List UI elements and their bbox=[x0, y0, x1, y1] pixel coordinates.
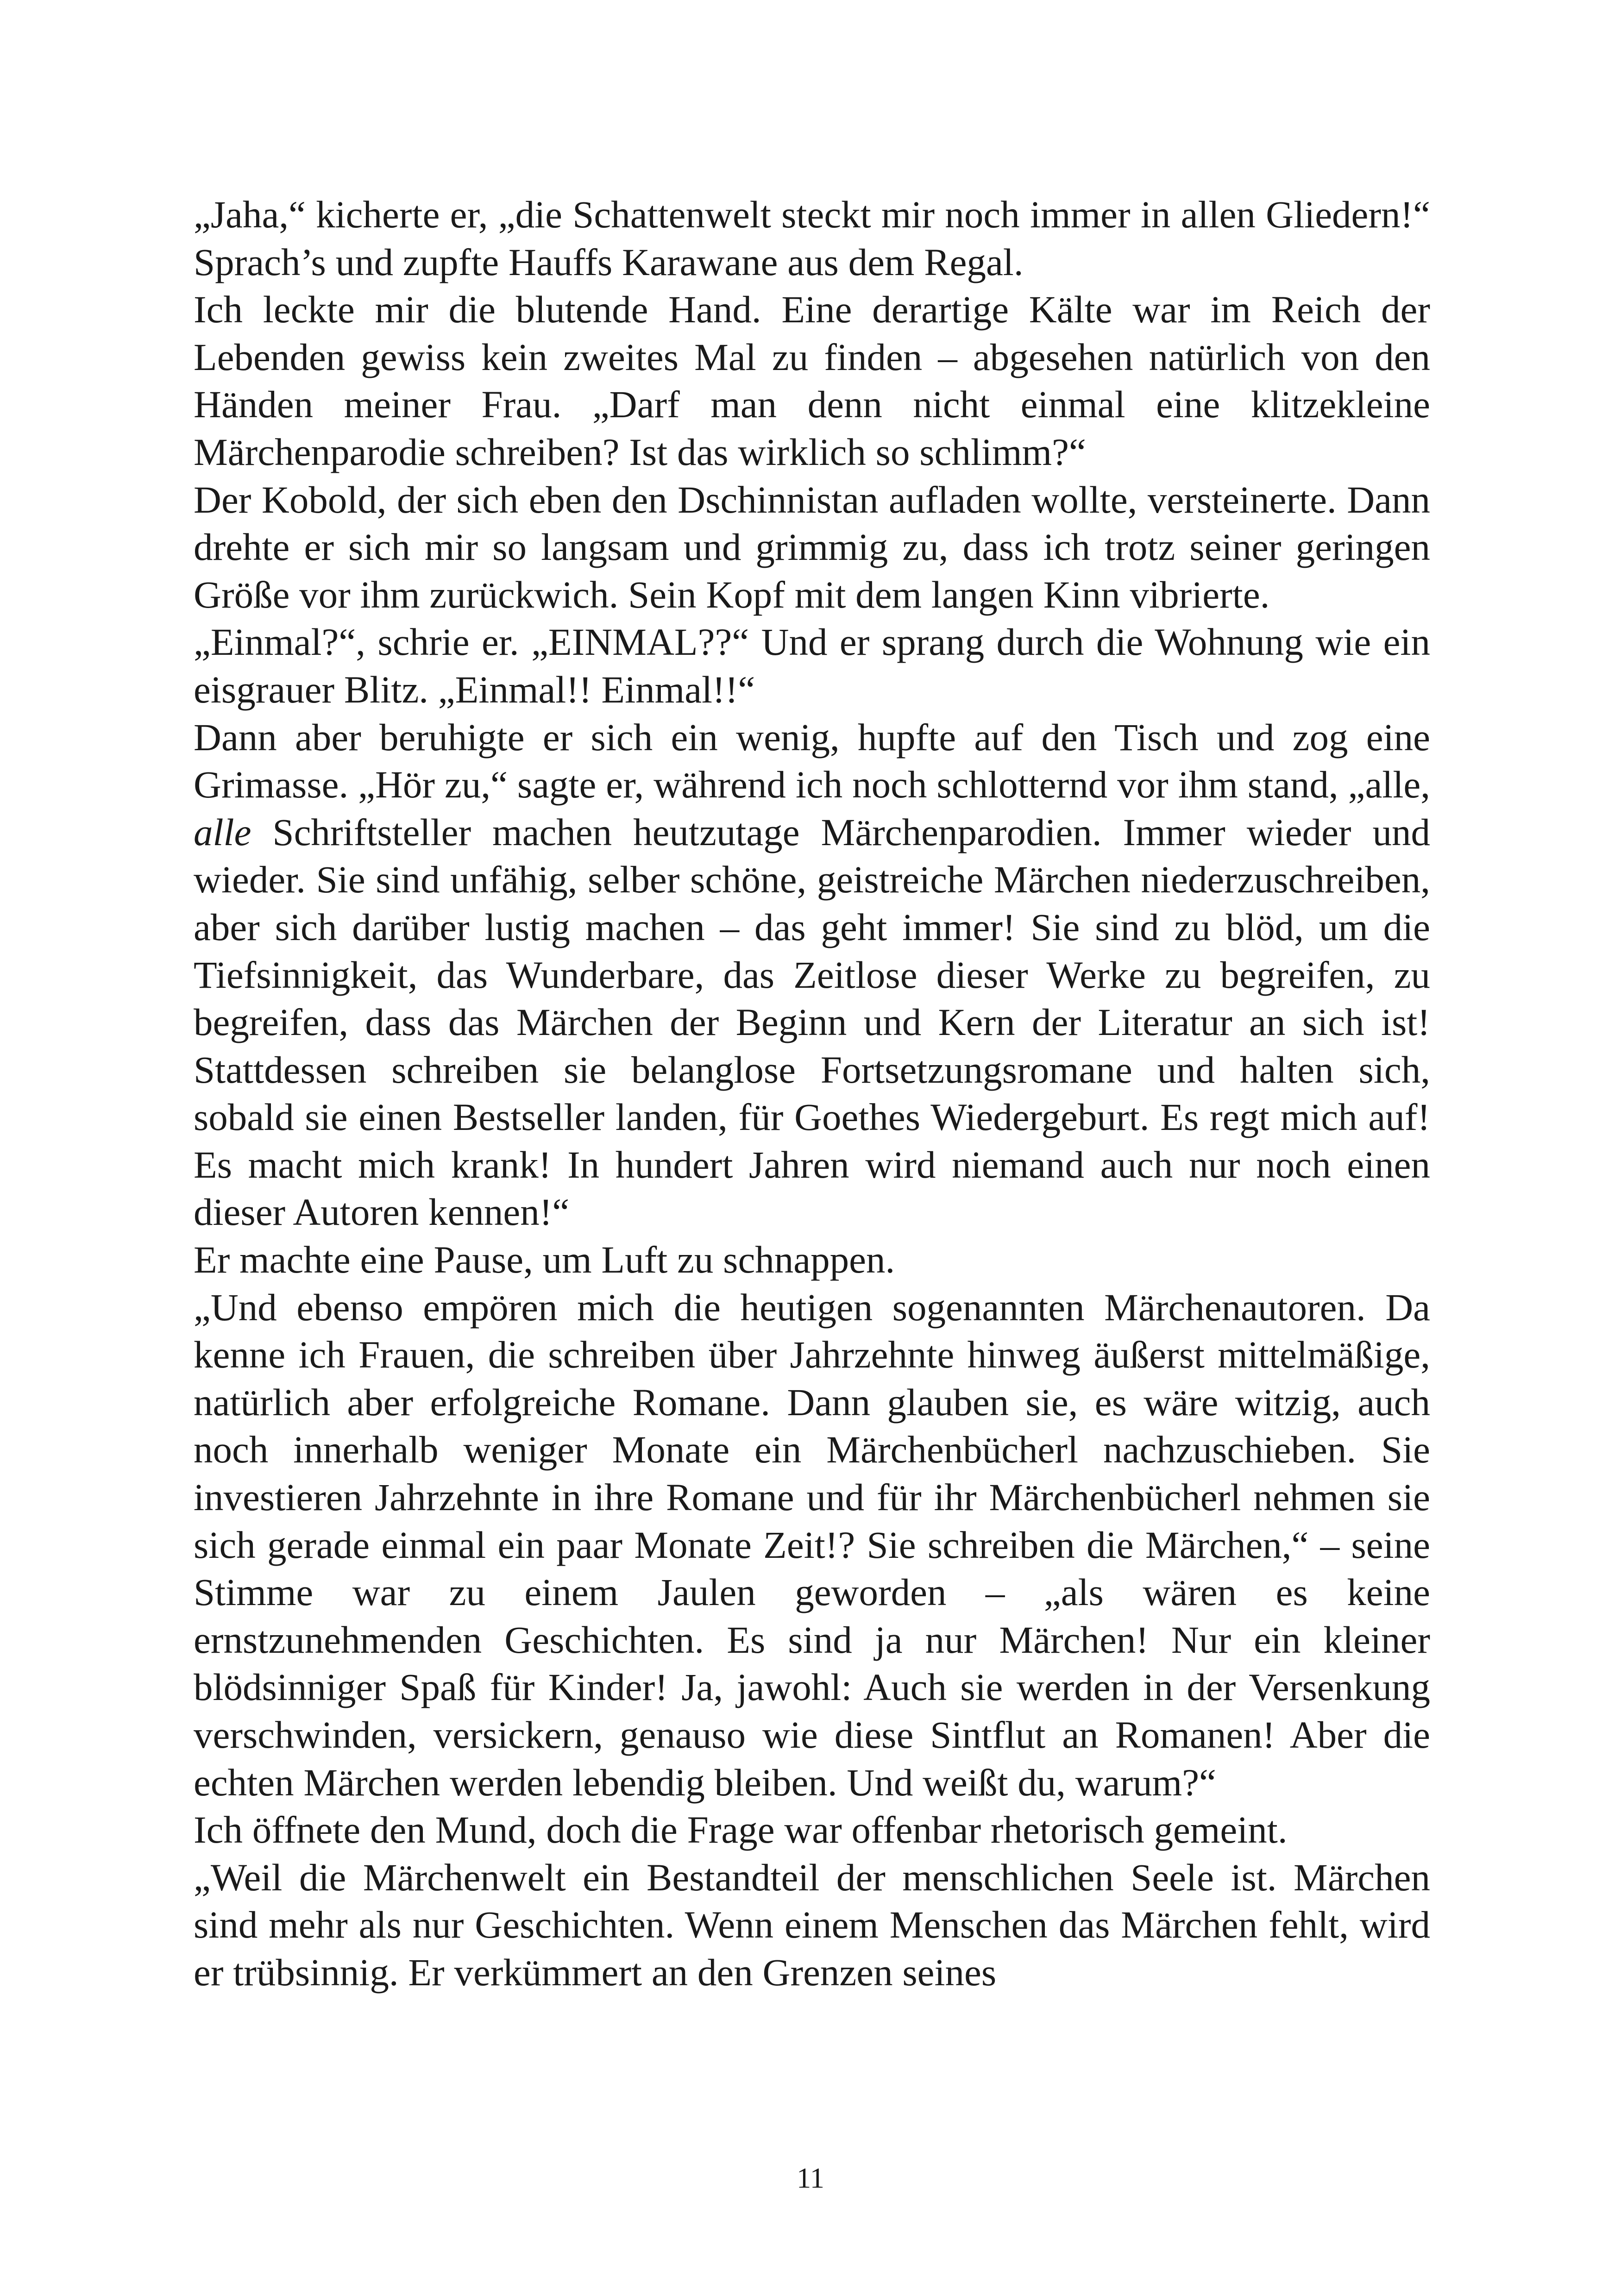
paragraph-text: Schriftsteller machen heutzutage Märchenparodien. Immer wieder und wieder. Sie sind unfähig, selber schöne, geistreiche Märchen niederzuschreiben, aber sich darüber lustig machen – das geht immer! Sie sind zu blöd, um die Tiefsinnigkeit, das Wunderbare, das Zeitlose dieser Werke zu begreifen, zu begreifen, dass das Märchen der Beginn und Kern der Literatur an sich ist! Stattdessen schreiben sie belanglose Fortsetzungsromane und halten sich, sobald sie einen Bestseller landen, für Goethes Wiedergeburt. Es regt mich auf! Es macht mich krank! In hundert Jahren wird niemand auch nur noch einen dieser Autoren kennen!“ bbox=[194, 810, 1430, 1234]
paragraph-with-emphasis bbox=[194, 714, 1430, 1236]
paragraph-text: Dann aber beruhigte er sich ein wenig, hupfte auf den Tisch und zog eine Grimasse. „Hör zu,“ sagte er, während ich noch schlotternd vor ihm stand, „alle, bbox=[194, 715, 1430, 806]
paragraph: „Einmal?“, schrie er. „EINMAL??“ Und er sprang durch die Wohnung wie ein eisgrauer Blitz. „Einmal!! Einmal!!“ bbox=[194, 621, 1430, 711]
paragraph: „Und ebenso empören mich die heutigen sogenannten Märchenautoren. Da kenne ich Frauen, die schreiben über Jahrzehnte hinweg äußerst mittelmäßige, natürlich aber erfolgreiche Romane. Dann glauben sie, es wäre witzig, auch noch innerhalb weniger Monate ein Märchenbücherl nachzuschieben. Sie investieren Jahrzehnte in ihre Romane und für ihr Märchenbücherl nehmen sie sich gerade einmal ein paar Monate Zeit!? Sie schreiben die Märchen,“ – seine Stimme war zu einem Jaulen geworden – „als wären es keine ernstzunehmenden Geschichten. Es sind ja nur Märchen! Nur ein kleiner blödsinniger Spaß für Kinder! Ja, jawohl: Auch sie werden in der Versenkung verschwinden, versickern, genauso wie diese Sintflut an Romanen! Aber die echten Märchen werden lebendig bleiben. Und weißt du, warum?“ bbox=[194, 1286, 1430, 1804]
paragraph: „Weil die Märchenwelt ein Bestandteil der menschlichen Seele ist. Märchen sind mehr als nur Geschichten. Wenn einem Menschen das Märchen fehlt, wird er trübsinnig. Er verkümmert an den Grenzen seines bbox=[194, 1856, 1430, 1994]
paragraph: Ich leckte mir die blutende Hand. Eine derartige Kälte war im Reich der Lebenden gewiss kein zweites Mal zu finden – abgesehen natürlich von den Händen meiner Frau. „Darf man denn nicht einmal eine klitzekleine Märchenparodie schreiben? Ist das wirklich so schlimm?“ bbox=[194, 288, 1430, 473]
paragraph: Ich öffnete den Mund, doch die Frage war offenbar rhetorisch gemeint. bbox=[194, 1808, 1288, 1851]
paragraph: Er machte eine Pause, um Luft zu schnappen. bbox=[194, 1238, 895, 1281]
emphasized-word: alle bbox=[194, 810, 251, 853]
paragraph: „Jaha,“ kicherte er, „die Schattenwelt steckt mir noch immer in allen Gliedern!“ Sprach’s und zupfte Hauffs Karawane aus dem Regal. bbox=[194, 193, 1430, 283]
body-text bbox=[194, 191, 1430, 1996]
paragraph: Der Kobold, der sich eben den Dschinnistan aufladen wollte, versteinerte. Dann drehte er sich mir so langsam und grimmig zu, dass ich trotz seiner geringen Größe vor ihm zurückwich. Sein Kopf mit dem langen Kinn vibrierte. bbox=[194, 478, 1430, 616]
page-number: 11 bbox=[797, 2163, 824, 2194]
